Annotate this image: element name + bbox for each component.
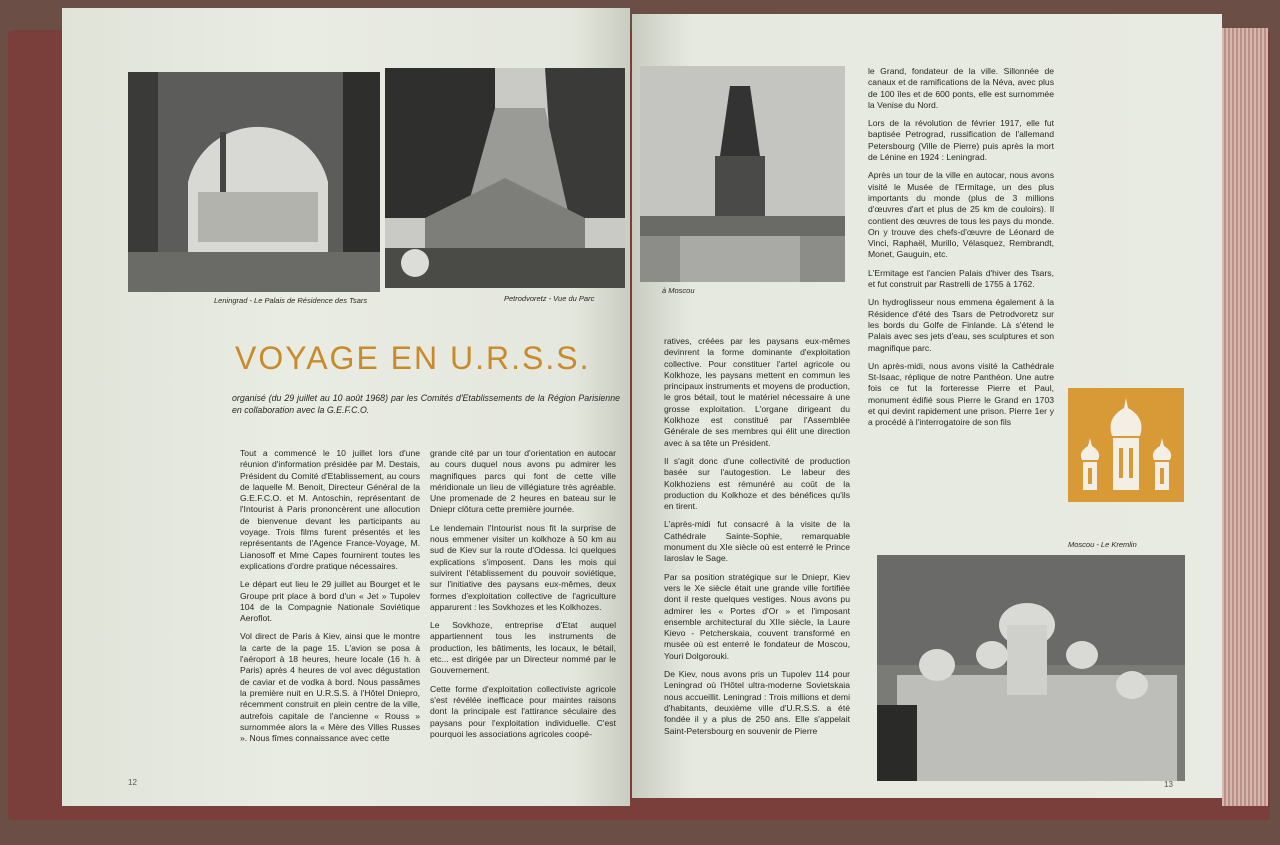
text-column-3 <box>664 336 850 744</box>
paragraph: Le lendemain l'Intourist nous fit la surprise de nous emmener visiter un kolkhoze à 50 km au sud de Kiev sur la route d'Odessa. Ici quelques explications s'imposent. Dans les mois qui suivirent l'établissement du pouvoir soviétique, sur l'initiative des paysans eux-mêmes, deux formes d'exploitation collective de l'agriculture apparurent : les Sovkhozes et les Kolkhozes. <box>430 522 616 612</box>
article-title: VOYAGE EN U.R.S.S. <box>235 340 591 376</box>
paragraph: Par sa position stratégique sur le Dniepr, Kiev vers le Xe siècle était une grande ville fortifiée dont il reste quelques vestiges. Nous avons pu admirer les « Portes d'Or » et l'imposant ensemble architectural du XIIe siècle, la Laure Kievo - Petcherskaia, couvent transformé en musée où est enterré le fondateur de Moscou, Youri Dolgorouki. <box>664 571 850 661</box>
paragraph: Après un tour de la ville en autocar, nous avons visité le Musée de l'Ermitage, un des plus importants du monde (plus de 3 millions d'œuvres d'art et plus de 25 km de couloirs). Il contient des œuvres de tous les pays du monde. On y trouve des chefs-d'œuvre de Léonard de Vinci, Raphaël, Murillo, Vélasquez, Rembrandt, Monet, Gauguin, etc. <box>868 170 1054 260</box>
photo-moscou-statue <box>640 66 845 282</box>
paragraph: Un après-midi, nous avons visité la Cathédrale St-Isaac, réplique de notre Panthéon. Une autre fois ce fut la forteresse Pierre et Paul, monument édifié sous Pierre le Grand en 1703 et qui devint rapidement une prison. Pierre 1er y a procédé à l'interrogatoire de son fils <box>868 360 1054 428</box>
paragraph: De Kiev, nous avons pris un Tupolev 114 pour Leningrad où l'Hôtel ultra-moderne Sovietskaia nous accueillit. Leningrad : Trois millions et demi d'habitants, deuxième ville d'U.R.S.S. a été fondée il y a plus de 250 ans. Elle s'appelait Saint-Petersbourg en souvenir de Pierre <box>664 669 850 736</box>
text-column-1 <box>240 448 420 751</box>
caption-kremlin: Moscou - Le Kremlin <box>1068 540 1137 549</box>
kremlin-emblem-icon <box>1068 388 1184 502</box>
article-subtitle: organisé (du 29 juillet au 10 août 1968) par les Comités d'Etablissements de la Région Parisienne en collaboration avec la G.E.F.C.O. <box>232 393 620 415</box>
photo-palace-arch <box>128 72 380 292</box>
paragraph: Le départ eut lieu le 29 juillet au Bourget et le Groupe prit place à bord d'un « Jet » Tupolev 104 de la Compagnie Nationale Soviétique Aeroflot. <box>240 579 420 624</box>
paragraph: L'après-midi fut consacré à la visite de la Cathédrale Sainte-Sophie, remarquable monument du XIe siècle où est enterré le Prince Iaroslav le Sage. <box>664 519 850 564</box>
paragraph: Tout a commencé le 10 juillet lors d'une réunion d'information présidée par M. Destais, Président du Comité d'Etablissement, au cours de laquelle M. Benoit, Directeur Général de la G.E.F.C.O. et M. Antoschin, représentant de l'Intourist à Paris prononcèrent une allocution de bienvenue devant les participants au voyage. Trois films furent présentés et les représentants de l'Agence France-Voyage, M. Lianosoff et Mme Capes fournirent toutes les explications d'ordre pratique nécessaires. <box>240 448 420 571</box>
text-column-2 <box>430 448 616 747</box>
page-number-left: 12 <box>128 778 137 787</box>
photo-kremlin <box>877 555 1185 781</box>
paragraph: Un hydroglisseur nous emmena également à la Résidence d'été des Tsars de Petrodvoretz sur les bords du Golfe de Finlande. Là s'étend le Palais avec ses jets d'eau, ses sculptures et son magnifique parc. <box>868 297 1054 353</box>
paragraph: ratives, créées par les paysans eux-mêmes devinrent la forme dominante d'exploitation collective. Pour constituer l'artel agricole ou Kolkhoze, les paysans mettent en commun les principaux instruments et moyens de production, le gros bétail, tout le matériel nécessaire à une grosse exploitation. L'organe dirigeant du Kolkhoze est constitué par l'Assemblée Générale de ses membres qui élit une direction avec à sa tête un Président. <box>664 336 850 448</box>
paragraph: Cette forme d'exploitation collectiviste agricole s'est révélée inefficace pour maintes raisons dont la principale est l'attirance séculaire des paysans pour l'exploitation individuelle. C'est pourquoi les associations agricoles coopé- <box>430 683 616 739</box>
caption-petrodvoretz: Petrodvoretz - Vue du Parc <box>504 294 595 303</box>
paragraph: L'Ermitage est l'ancien Palais d'hiver des Tsars, et fut construit par Rastrelli de 1755 à 1762. <box>868 267 1054 290</box>
paragraph: Vol direct de Paris à Kiev, ainsi que le montre la carte de la page 15. L'avion se posa à l'aéroport à 18 heures, heure locale (16 h. à Paris) après 4 heures de vol avec dégustation de caviar et de vodka à bord. Nous passâmes la première nuit en U.R.S.S. à l'Hôtel Dniepro, récemment construit en plein centre de la ville, autrefois capitale de l'ancienne « Rouss » surnommée alors la « Mère des Villes Russes ». Nous fîmes connaissance avec cette <box>240 631 420 744</box>
caption-palace: Leningrad - Le Palais de Résidence des Tsars <box>214 296 368 305</box>
paragraph: Il s'agit donc d'une collectivité de production basée sur l'autogestion. Le labeur des Kolkhoziens est rémunéré au coût de la production du Kolkhoze et des bénéfices qu'ils en tirent. <box>664 455 850 512</box>
page-edges-right <box>1222 28 1268 806</box>
paragraph: le Grand, fondateur de la ville. Sillonnée de canaux et de ramifications de la Néva, avec plus de 100 îles et de 600 ponts, elle est surnommée la Venise du Nord. <box>868 66 1054 110</box>
photo-petrodvoretz <box>385 68 625 288</box>
paragraph: Lors de la révolution de février 1917, elle fut baptisée Petrograd, russification de l'allemand Petersbourg (Ville de Pierre) puis après la mort de Lénine en 1924 : Leningrad. <box>868 118 1054 163</box>
paragraph: Le Sovkhoze, entreprise d'Etat auquel appartiennent tous les instruments de production, les bâtiments, les locaux, le bétail, etc... est dirigée par un Directeur nommé par le Gouvernement. <box>430 620 616 676</box>
caption-moscou: à Moscou <box>662 286 695 295</box>
text-column-4 <box>868 66 1054 436</box>
page-number-right: 13 <box>1164 780 1173 789</box>
paragraph: grande cité par un tour d'orientation en autocar au cours duquel nous avons pu admirer les magnifiques parcs qui font de cette ville méridionale un lieu de villégiature très agréable. Une promenade de 2 heures en bateau sur le Dniepr clôtura cette première journée. <box>430 448 616 515</box>
